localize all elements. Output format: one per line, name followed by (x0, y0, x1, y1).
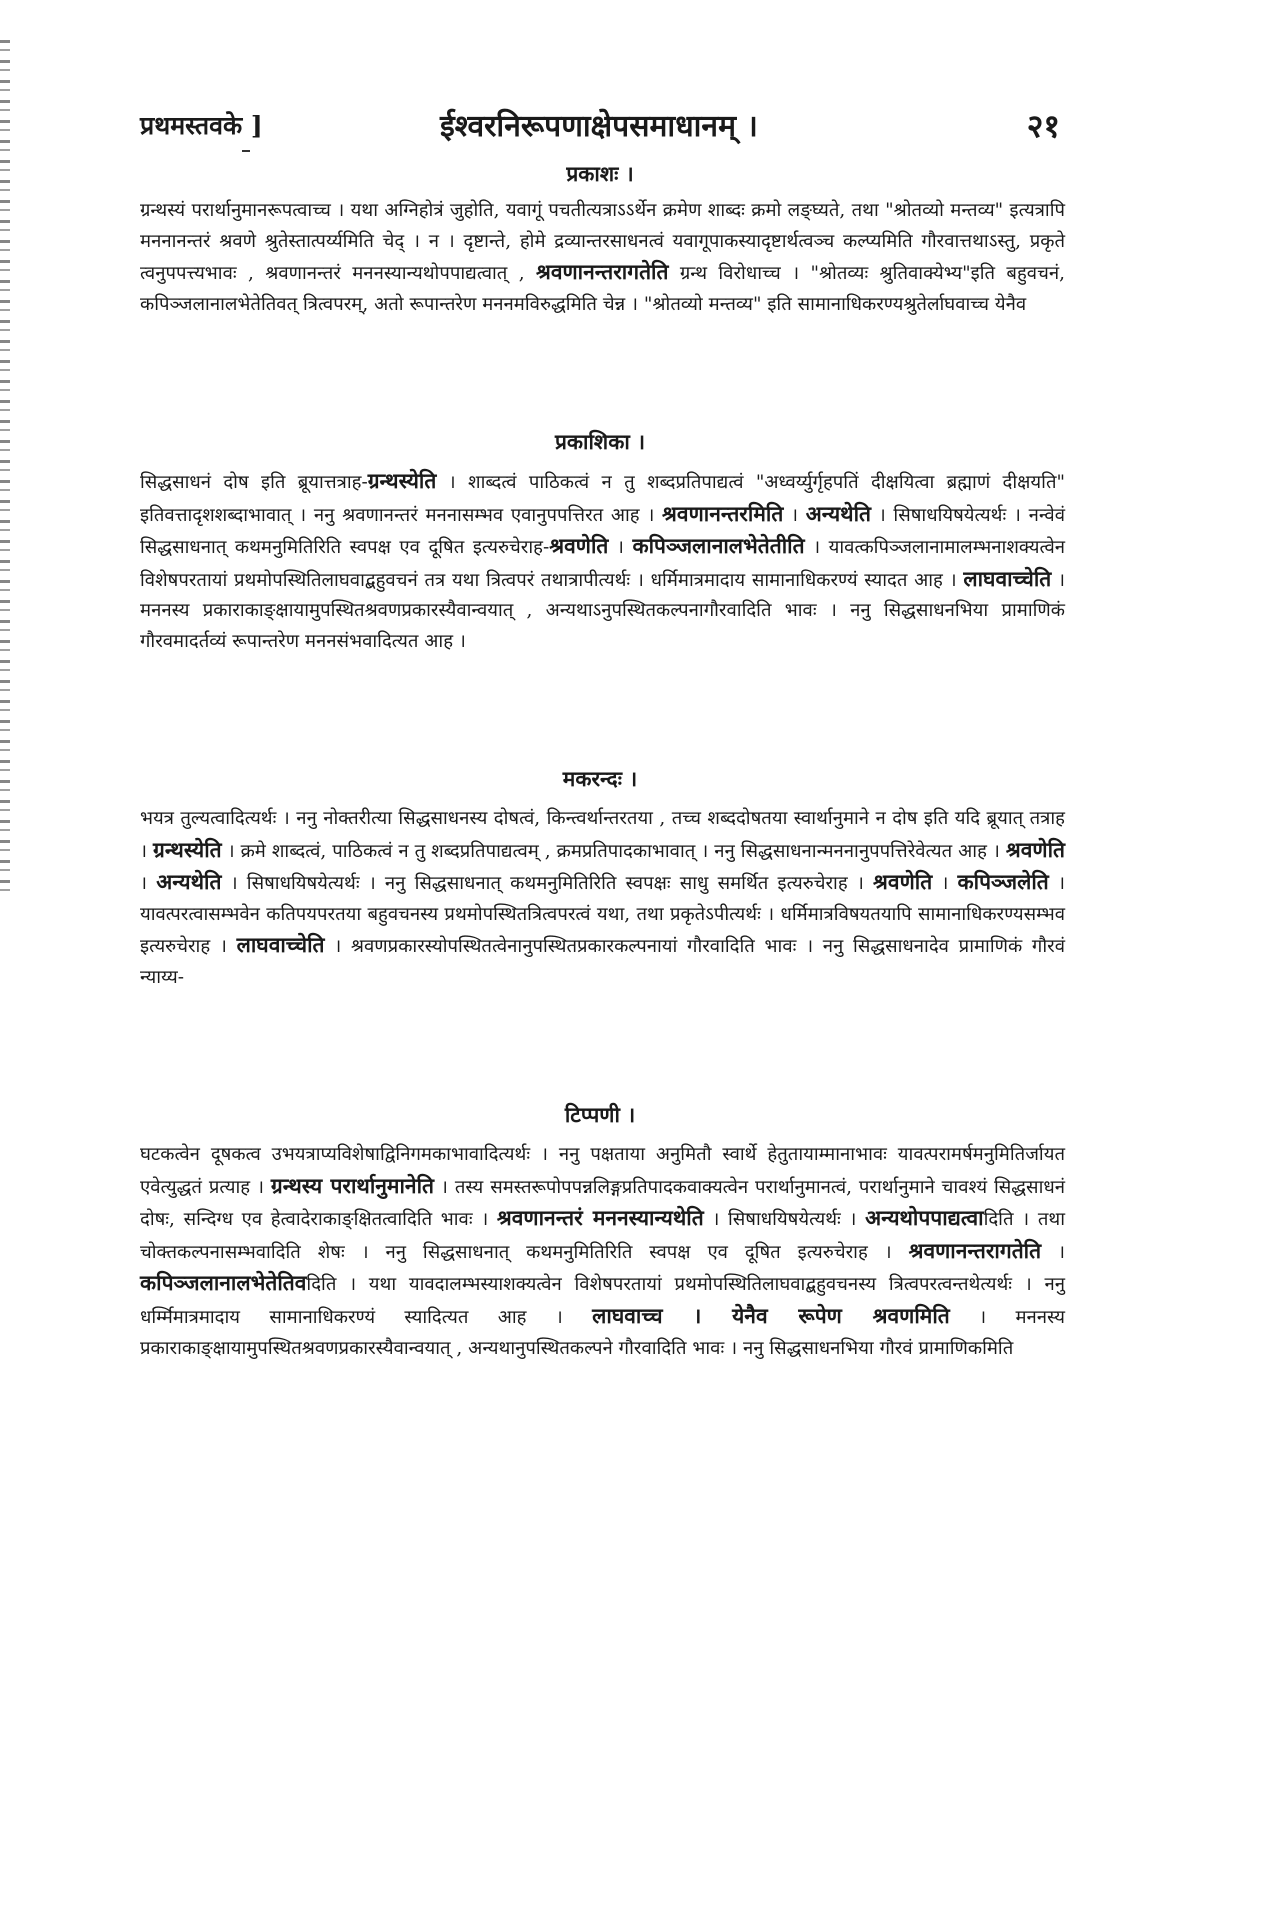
text-run: । (140, 873, 157, 895)
text-run: । यावत्परत्वासम्भवेन कतिपयपरतया बहुवचनस्य प्रथमोपस्थितत्रित्वपरत्वं यथा, तथा प्रकृतेऽपीत्यर्थः । धर्मिमात्रविषयतयापि सामानाधिकरण्यसम्भव इत्यरुचेराह । (140, 873, 1065, 958)
text-run: । सिषाधयिषयेत्यर्थः । ननु सिद्धसाधनात् कथमनुमितिरिति स्वपक्षः साधु समर्थित इत्यरुचेराह । (221, 873, 874, 895)
section-text-prakashika (140, 466, 1065, 658)
text-run: । (1041, 1241, 1065, 1263)
lemma-bold: अन्यथेति (805, 500, 871, 526)
section-heading-makaranda: मकरन्दः । (562, 766, 638, 791)
lemma-bold: लाघवाच्चेति (236, 932, 325, 958)
text-run: दिति । तथा चोक्तकल्पनासम्भवादिति शेषः । ननु सिद्धसाधनात् कथमनुमितिरिति स्वपक्ष एव दूषित इत्यरुचेराह । (140, 1209, 1065, 1263)
section-text-prakasha (140, 196, 1065, 320)
section-heading-prakasha: प्रकाशः । (566, 161, 634, 186)
section-heading-prakashika: प्रकाशिका । (554, 429, 646, 454)
running-head (140, 104, 1060, 144)
lemma-bold: कपिञ्जलानालभेतेतीति (632, 533, 805, 559)
section-text-tippani (140, 1140, 1065, 1364)
text-run: । सिषाधयिषयेत्यर्थः । नन्वेवं सिद्धसाधनात् कथमनुमितिरिति स्वपक्ष एव दूषित इत्यरुचेराह- (140, 504, 1065, 559)
scan-edge (0, 40, 10, 900)
lemma-bold: कपिञ्जलेति (957, 869, 1049, 895)
lemma-bold: लाघवाच्च । येनैव रूपेण श्रवणमिति (592, 1302, 950, 1328)
text-run: । तस्य समस्तरूपोपपन्नलिङ्गप्रतिपादकवाक्यत्वेन परार्थानुमानत्वं, परार्थानुमाने चावश्यं सिद्धसाधनं दोषः, सन्दिग्ध एव हेत्वादेराकाङ्क्षितत्वादिति भावः । (140, 1176, 1065, 1231)
text-run: भयत्र तुल्यत्वादित्यर्थः । ननु नोक्तरीत्या सिद्धसाधनस्य दोषत्वं, किन्त्वर्थान्तरतया , तच्च शब्ददोषतया स्वार्थानुमाने न दोष इति यदि ब्रूयात् तत्राह । (140, 808, 1065, 862)
text-run: ग्रन्थस्यं परार्थानुमानरूपत्वाच्च । यथा अग्निहोत्रं जुहोति, यवागूं पचतीत्यत्राऽऽर्थेन क्रमेण शाब्दः क्रमो लङ्घ्यते, तथा "श्रोतव्यो मन्तव्य" इत्यत्रापि मननानन्तरं श्रवणे श्रुतेस्तात्पर्य्यमिति चेद् । न । दृष्टान्ते, होमे द्रव्यान्तरसाधनत्वं यवागूपाकस्यादृष्टार्थत्वञ्च कल्प्यमिति गौरवात्तथाऽस्तु, प्रकृते त्वनुपपत्त्यभावः , श्रवणानन्तरं मननस्यान्यथोपपाद्यत्वात् , (140, 200, 1065, 285)
text-run: । मननस्य प्रकाराकाङ्क्षायामुपस्थितश्रवणप्रकारस्यैवान्वयात् , अन्यथाऽनुपस्थितकल्पनागौरवादिति भावः । ननु सिद्धसाधनभिया प्रामाणिकं गौरवमादर्तव्यं रूपान्तरेण मननसंभवादित्यत आह । (140, 569, 1065, 652)
ornament-dash (242, 150, 250, 152)
text-run: दिति । यथा यावदालम्भस्याशक्यत्वेन विशेषपरतायां प्रथमोपस्थितिलाघवाद्बहुवचनस्य त्रित्वपरत्वन्तथेत्यर्थः । ननु धर्म्मिमात्रमादाय सामानाधिकरण्यं स्यादित्यत आह । (140, 1274, 1065, 1328)
lemma-bold: श्रवणेति (549, 533, 609, 559)
lemma-bold: अन्यथेति (156, 869, 222, 895)
lemma-bold: ग्रन्थस्य परार्थानुमानेति (270, 1172, 434, 1198)
lemma-bold: श्रवणानन्तरमिति (662, 500, 784, 526)
lemma-bold: अन्यथोपपाद्यत्वा (865, 1205, 984, 1231)
text-run: । सिषाधयिषयेत्यर्थः । (703, 1209, 866, 1231)
text-run: । (932, 873, 958, 895)
lemma-bold: श्रवणेति (1005, 836, 1065, 862)
text-run: ग्रन्थ विरोधाच्च । "श्रोतव्यः श्रुतिवाक्येभ्य"इति बहुवचनं, कपिञ्जलानालभेतेतिवत् त्रित्वपरम्, अतो रूपान्तरेण मननमविरुद्धमिति चेन्न । "श्रोतव्यो मन्तव्य" इति सामानाधिकरण्यश्रुतेर्लाघवाच्च येनैव (140, 263, 1065, 315)
running-head-title: ईश्वरनिरूपणाक्षेपसमाधानम् । (440, 109, 758, 144)
lemma-bold: कपिञ्जलानालभेतेतिव (140, 1270, 307, 1296)
text-run: । श्रवणप्रकारस्योपस्थितत्वेनानुपस्थितप्रकारकल्पनायां गौरवादिति भावः । ननु सिद्धसाधनादेव प्रामाणिकं गौरवं न्याय्य- (140, 936, 1065, 988)
text-run: । शाब्दत्वं पाठिकत्वं न तु शब्दप्रतिपाद्यत्वं "अध्वर्य्युर्गृहपतिं दीक्षयित्वा ब्रह्माणं दीक्षयति" इतिवत्तादृशशब्दाभावात् । ननु श्रवणानन्तरं मननासम्भव एवानुपपत्तिरत आह । (140, 472, 1065, 526)
text-run: । यावत्कपिञ्जलानामालम्भनाशक्यत्वेन विशेषपरतायां प्रथमोपस्थितिलाघवाद्बहुवचनं तत्र यथा त्रित्वपरं तथात्रापीत्यर्थः । धर्मिमात्रमादाय सामानाधिकरण्यं स्यादत आह । (140, 537, 1065, 591)
lemma-bold: लाघवाच्चेति (963, 565, 1052, 591)
lemma-bold: श्रवणानन्तरागतेति (535, 259, 669, 285)
text-run: । क्रमे शाब्दत्वं, पाठिकत्वं न तु शब्दप्रतिपाद्यत्वम् , क्रमप्रतिपादकाभावात् । ननु सिद्धसाधनान्मननानुपपत्तिरेवेत्यत आह । (221, 840, 1006, 862)
lemma-bold: श्रवणानन्तरं मननस्यान्यथेति (496, 1205, 704, 1231)
text-run: । (608, 537, 633, 559)
text-run: । (783, 504, 806, 526)
lemma-bold: ग्रन्थस्येति (367, 468, 437, 493)
lemma-bold: ग्रन्थस्येति (152, 836, 222, 862)
running-head-left: प्रथमस्तवके ] (140, 111, 263, 140)
lemma-bold: श्रवणानन्तरागतेति (908, 1237, 1042, 1263)
lemma-bold: श्रवणेति (873, 869, 933, 895)
text-run: । मननस्य प्रकाराकाङ्क्षायामुपस्थितश्रवणप्रकारस्यैवान्वयात् , अन्यथानुपस्थितकल्पने गौरवादिति भावः । ननु सिद्धसाधनभिया गौरवं प्रामाणिकमिति (140, 1306, 1065, 1359)
text-run: घटकत्वेन दूषकत्व उभयत्राप्यविशेषाद्विनिगमकाभावादित्यर्थः । ननु पक्षताया अनुमितौ स्वार्थे हेतुतायाम्मानाभावः यावत्परामर्षमनुमितिर्जायत एवेत्युद्धतं प्रत्याह । (140, 1144, 1065, 1198)
page-number: २१ (1026, 107, 1060, 145)
section-heading-tippani: टिप्पणी । (564, 1102, 636, 1127)
text-run: सिद्धसाधनं दोष इति ब्रूयात्तत्राह- (140, 472, 368, 493)
section-text-makaranda (140, 804, 1065, 994)
